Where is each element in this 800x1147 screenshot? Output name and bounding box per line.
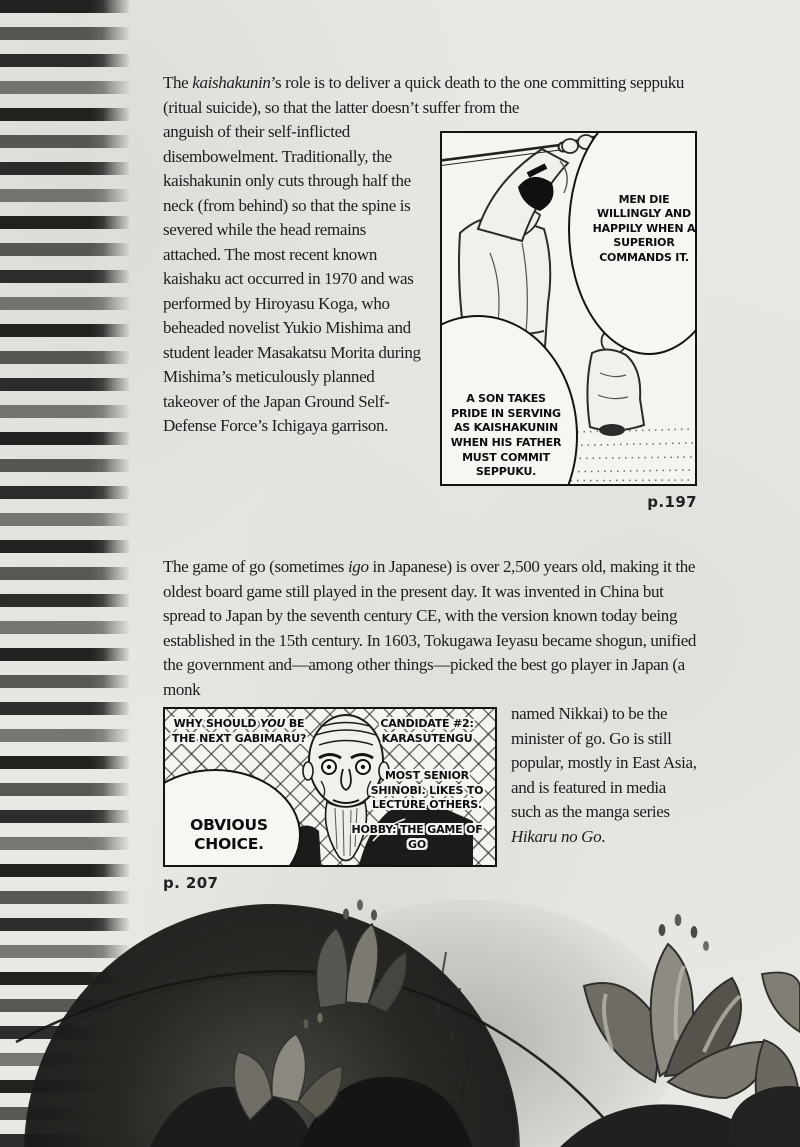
paragraph-kaishakunin-body [163, 120, 697, 511]
text-segment: The game of go (sometimes [163, 557, 348, 576]
paragraph-gap [163, 518, 697, 555]
text-segment: in Japanese) is over 2,500 years old, making it the oldest board game still played in the present day. It was invented in China but spread to Japan by the seventh century CE, with the version known today being established in the 15th century. In 1603, Tokugawa Ieyasu became shogun, unified the government and—among other things—picked the best go player in Japan (a monk [163, 557, 697, 699]
term-kaishakunin: kaishakunin [192, 73, 271, 92]
article-text [163, 71, 697, 897]
text-segment: The [163, 73, 193, 92]
paragraph-kaishakunin-intro [163, 71, 697, 120]
paragraph-go-intro [163, 555, 697, 702]
ink-wash-flower-illustration [0, 890, 800, 1147]
page-reference-207: p. 207 [163, 874, 219, 892]
paragraph-go-body [163, 702, 697, 892]
text-segment: WHY SHOULD [173, 717, 260, 730]
speech-text-superior: MEN DIE WILLINGLY AND HAPPILY WHEN A SUPERIOR COMMANDS IT. [592, 192, 696, 264]
caption-hobby: HOBBY: THE GAME OF GO [351, 823, 483, 851]
text-segment: BE THE NEXT GABIMARU? [171, 717, 307, 745]
text-segment: named Nikkai) to be the minister of go. Go is still popular, mostly in East Asia, and is featured in media such as the manga series [511, 704, 697, 821]
caption-candidate: CANDIDATE #2: KARASUTENGU [380, 717, 474, 745]
page-reference-197: p.197 [647, 493, 697, 511]
figure-go-panel [163, 707, 497, 891]
text-segment: ’s role is to deliver a quick death to the one committing seppuku (ritual suicide), so that the latter doesn’t suffer from the [163, 73, 685, 117]
text-segment: . [601, 826, 606, 846]
text-segment: anguish of their self-inflicted disembowelment. Traditionally, the kaishakunin only cuts through half the neck (from behind) so that the spine is severed while the head remains attached. The most recent known kaishaku act occurred in 1970 and was performed by Hiroyasu Koga, who beheaded novelist Yukio Mishima and student leader Masakatsu Morita during Mishima’s meticulously planned takeover of the Japan Ground Self-Defense Force’s Ichigaya garrison. [163, 122, 421, 435]
speech-text-son: A SON TAKES PRIDE IN SERVING AS KAISHAKUNIN WHEN HIS FATHER MUST COMMIT SEPPUKU. [450, 392, 562, 479]
caption-description: MOST SENIOR SHINOBI. LIKES TO LECTURE OTHERS. [370, 769, 484, 812]
term-igo: igo [347, 557, 369, 576]
figure-seppuku-panel [440, 131, 697, 510]
series-title-hikaru-no-go: Hikaru no Go [511, 826, 602, 846]
text-segment-emphasis: YOU [259, 717, 286, 730]
manga-panel-karasutengu [163, 707, 497, 867]
manga-panel-seppuku [440, 131, 697, 486]
caption-question [171, 717, 307, 746]
speech-text-obvious-choice: OBVIOUS CHOICE. [190, 815, 268, 853]
